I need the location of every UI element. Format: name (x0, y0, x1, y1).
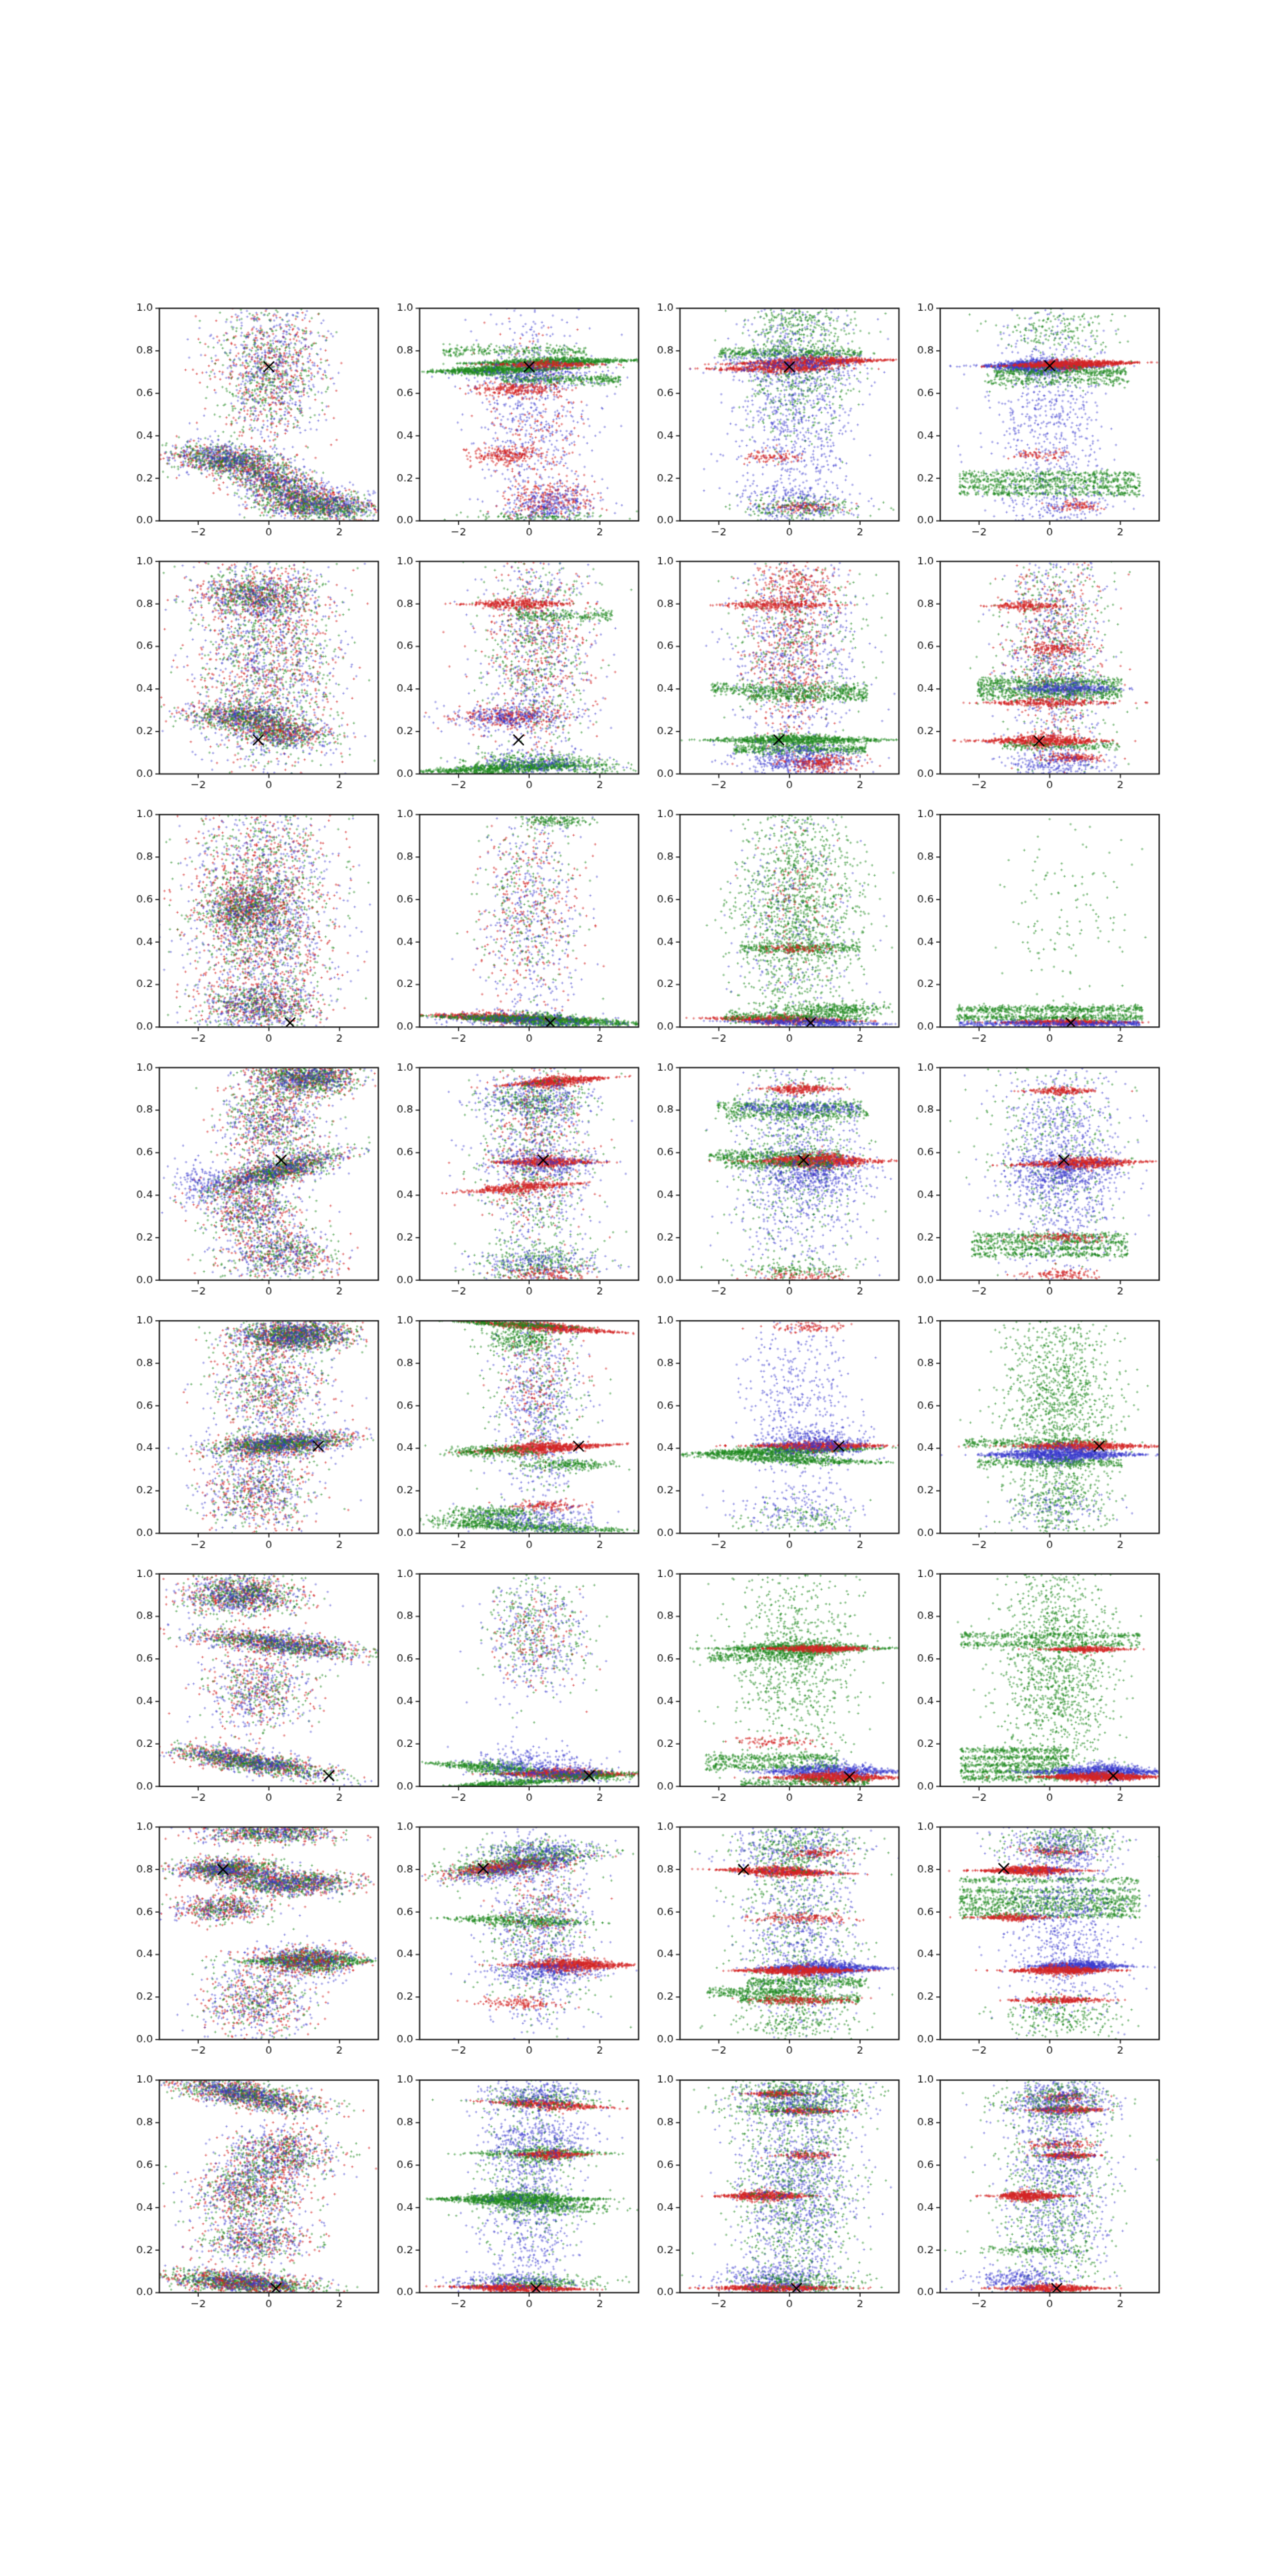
subplot-r1c3 (680, 308, 899, 521)
subplot-r1c1 (159, 308, 378, 521)
subplot-r2c4 (940, 561, 1159, 774)
subplot-r4c4 (940, 1067, 1159, 1280)
subplot-r8c1 (159, 2080, 378, 2293)
subplot-r5c3 (680, 1321, 899, 1534)
subplot-r2c3 (680, 561, 899, 774)
subplot-r6c4 (940, 1574, 1159, 1786)
subplot-r2c1 (159, 561, 378, 774)
subplot-r1c2 (419, 308, 638, 521)
subplot-r1c4 (940, 308, 1159, 521)
subplot-r8c2 (419, 2080, 638, 2293)
subplot-r5c1 (159, 1321, 378, 1534)
subplot-r3c2 (419, 815, 638, 1027)
subplot-r4c2 (419, 1067, 638, 1280)
subplot-r2c2 (419, 561, 638, 774)
subplot-r4c1 (159, 1067, 378, 1280)
subplot-r8c3 (680, 2080, 899, 2293)
subplot-r6c2 (419, 1574, 638, 1786)
subplot-r7c1 (159, 1827, 378, 2040)
subplot-r8c4 (940, 2080, 1159, 2293)
subplot-r3c1 (159, 815, 378, 1027)
subplot-r3c3 (680, 815, 899, 1027)
subplot-r6c1 (159, 1574, 378, 1786)
subplot-r5c2 (419, 1321, 638, 1534)
subplot-r7c4 (940, 1827, 1159, 2040)
subplot-r3c4 (940, 815, 1159, 1027)
subplot-r4c3 (680, 1067, 899, 1280)
subplot-r6c3 (680, 1574, 899, 1786)
subplot-r7c2 (419, 1827, 638, 2040)
subplot-r5c4 (940, 1321, 1159, 1534)
subplot-r7c3 (680, 1827, 899, 2040)
